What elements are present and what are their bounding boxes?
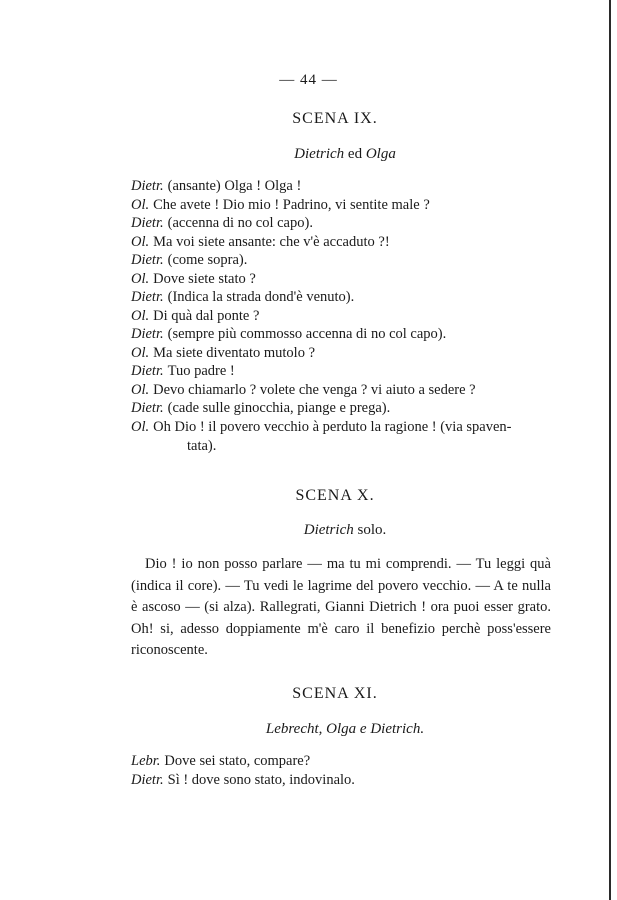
- dialogue-line: [131, 419, 511, 436]
- line-text: Tuo padre !: [167, 363, 235, 379]
- speaker: Ol.: [131, 345, 150, 361]
- scene-9-title: SCENA IX.: [292, 110, 378, 127]
- page-edge-line: [609, 0, 611, 900]
- dialogue-line: [131, 252, 247, 269]
- speaker: Ol.: [131, 419, 150, 435]
- dialogue-line: [131, 753, 310, 770]
- speaker: Ol.: [131, 271, 150, 287]
- line-text: Devo chiamarlo ? volete che venga ? vi aiuto a sedere ?: [153, 382, 476, 398]
- speaker: Dietr.: [131, 178, 164, 194]
- line-text: Dove sei stato, compare?: [164, 753, 311, 769]
- dialogue-line: [131, 345, 315, 362]
- dialogue-line: [131, 215, 313, 232]
- speaker: Dietr.: [131, 215, 164, 231]
- speaker: Dietr.: [131, 289, 164, 305]
- cast-join: solo.: [357, 522, 387, 538]
- line-text: Ma siete diventato mutolo ?: [153, 345, 316, 361]
- scene-11-title: SCENA XI.: [292, 685, 378, 702]
- speaker: Dietr.: [131, 363, 164, 379]
- dialogue-line: [131, 289, 354, 306]
- dialogue-line: [131, 382, 476, 399]
- scene-10-cast: [0, 522, 617, 539]
- scene-9-cast: [0, 146, 617, 163]
- line-text: (cade sulle ginocchia, piange e prega).: [167, 400, 391, 416]
- speaker: Dietr.: [131, 772, 164, 788]
- line-text: Sì ! dove sono stato, indovinalo.: [167, 772, 355, 788]
- line-text: (accenna di no col capo).: [167, 215, 313, 231]
- dialogue-line: [131, 197, 430, 214]
- dialogue-line: [131, 308, 259, 325]
- scene-10-title: SCENA X.: [295, 487, 375, 504]
- scene-10-monologue: Dio ! io non posso parlare — ma tu mi comprendi. — Tu leggi quà (indica il core). — Tu vedi le lagrime del povero vecchio. — A te nulla è ascoso — (si alza). Rallegrati, Gianni Dietrich ! ora puoi esser grato. Oh! si, adesso doppiamente m'è caro il benefizio perchè poss'essere riconoscente.: [131, 556, 551, 658]
- scene-11-cast: Lebrecht, Olga e Dietrich.: [265, 721, 425, 737]
- line-text: Dove siete stato ?: [153, 271, 256, 287]
- dialogue-line: [131, 363, 235, 380]
- dialogue-line: [131, 271, 256, 288]
- speaker: Dietr.: [131, 252, 164, 268]
- cast-name: Dietrich: [303, 522, 354, 538]
- cast-join: ed: [347, 146, 363, 162]
- line-text: Ma voi siete ansante: che v'è accaduto ?!: [153, 234, 390, 250]
- speaker: Ol.: [131, 382, 150, 398]
- cast-name: Dietrich: [294, 146, 345, 162]
- speaker: Lebr.: [131, 753, 161, 769]
- page-number: — 44 —: [279, 72, 338, 88]
- speaker: Ol.: [131, 197, 150, 213]
- speaker: Dietr.: [131, 326, 164, 342]
- speaker: Ol.: [131, 234, 150, 250]
- line-text: Di quà dal ponte ?: [153, 308, 260, 324]
- line-text: (ansante) Olga ! Olga !: [167, 178, 302, 194]
- speaker: Dietr.: [131, 400, 164, 416]
- dialogue-line: [131, 234, 390, 251]
- dialogue-line: [131, 326, 446, 343]
- dialogue-line: [131, 178, 301, 195]
- line-text: Che avete ! Dio mio ! Padrino, vi sentite male ?: [153, 197, 430, 213]
- speaker: Ol.: [131, 308, 150, 324]
- dialogue-line: [131, 772, 355, 789]
- line-text: (come sopra).: [167, 252, 248, 268]
- line-continuation: tata).: [187, 438, 217, 454]
- line-text: (sempre più commosso accenna di no col capo).: [167, 326, 447, 342]
- cast-name: Olga: [365, 146, 396, 162]
- line-text: (Indica la strada dond'è venuto).: [167, 289, 355, 305]
- dialogue-line: [131, 400, 390, 417]
- line-text: Oh Dio ! il povero vecchio à perduto la ragione ! (via spaven-: [153, 419, 512, 435]
